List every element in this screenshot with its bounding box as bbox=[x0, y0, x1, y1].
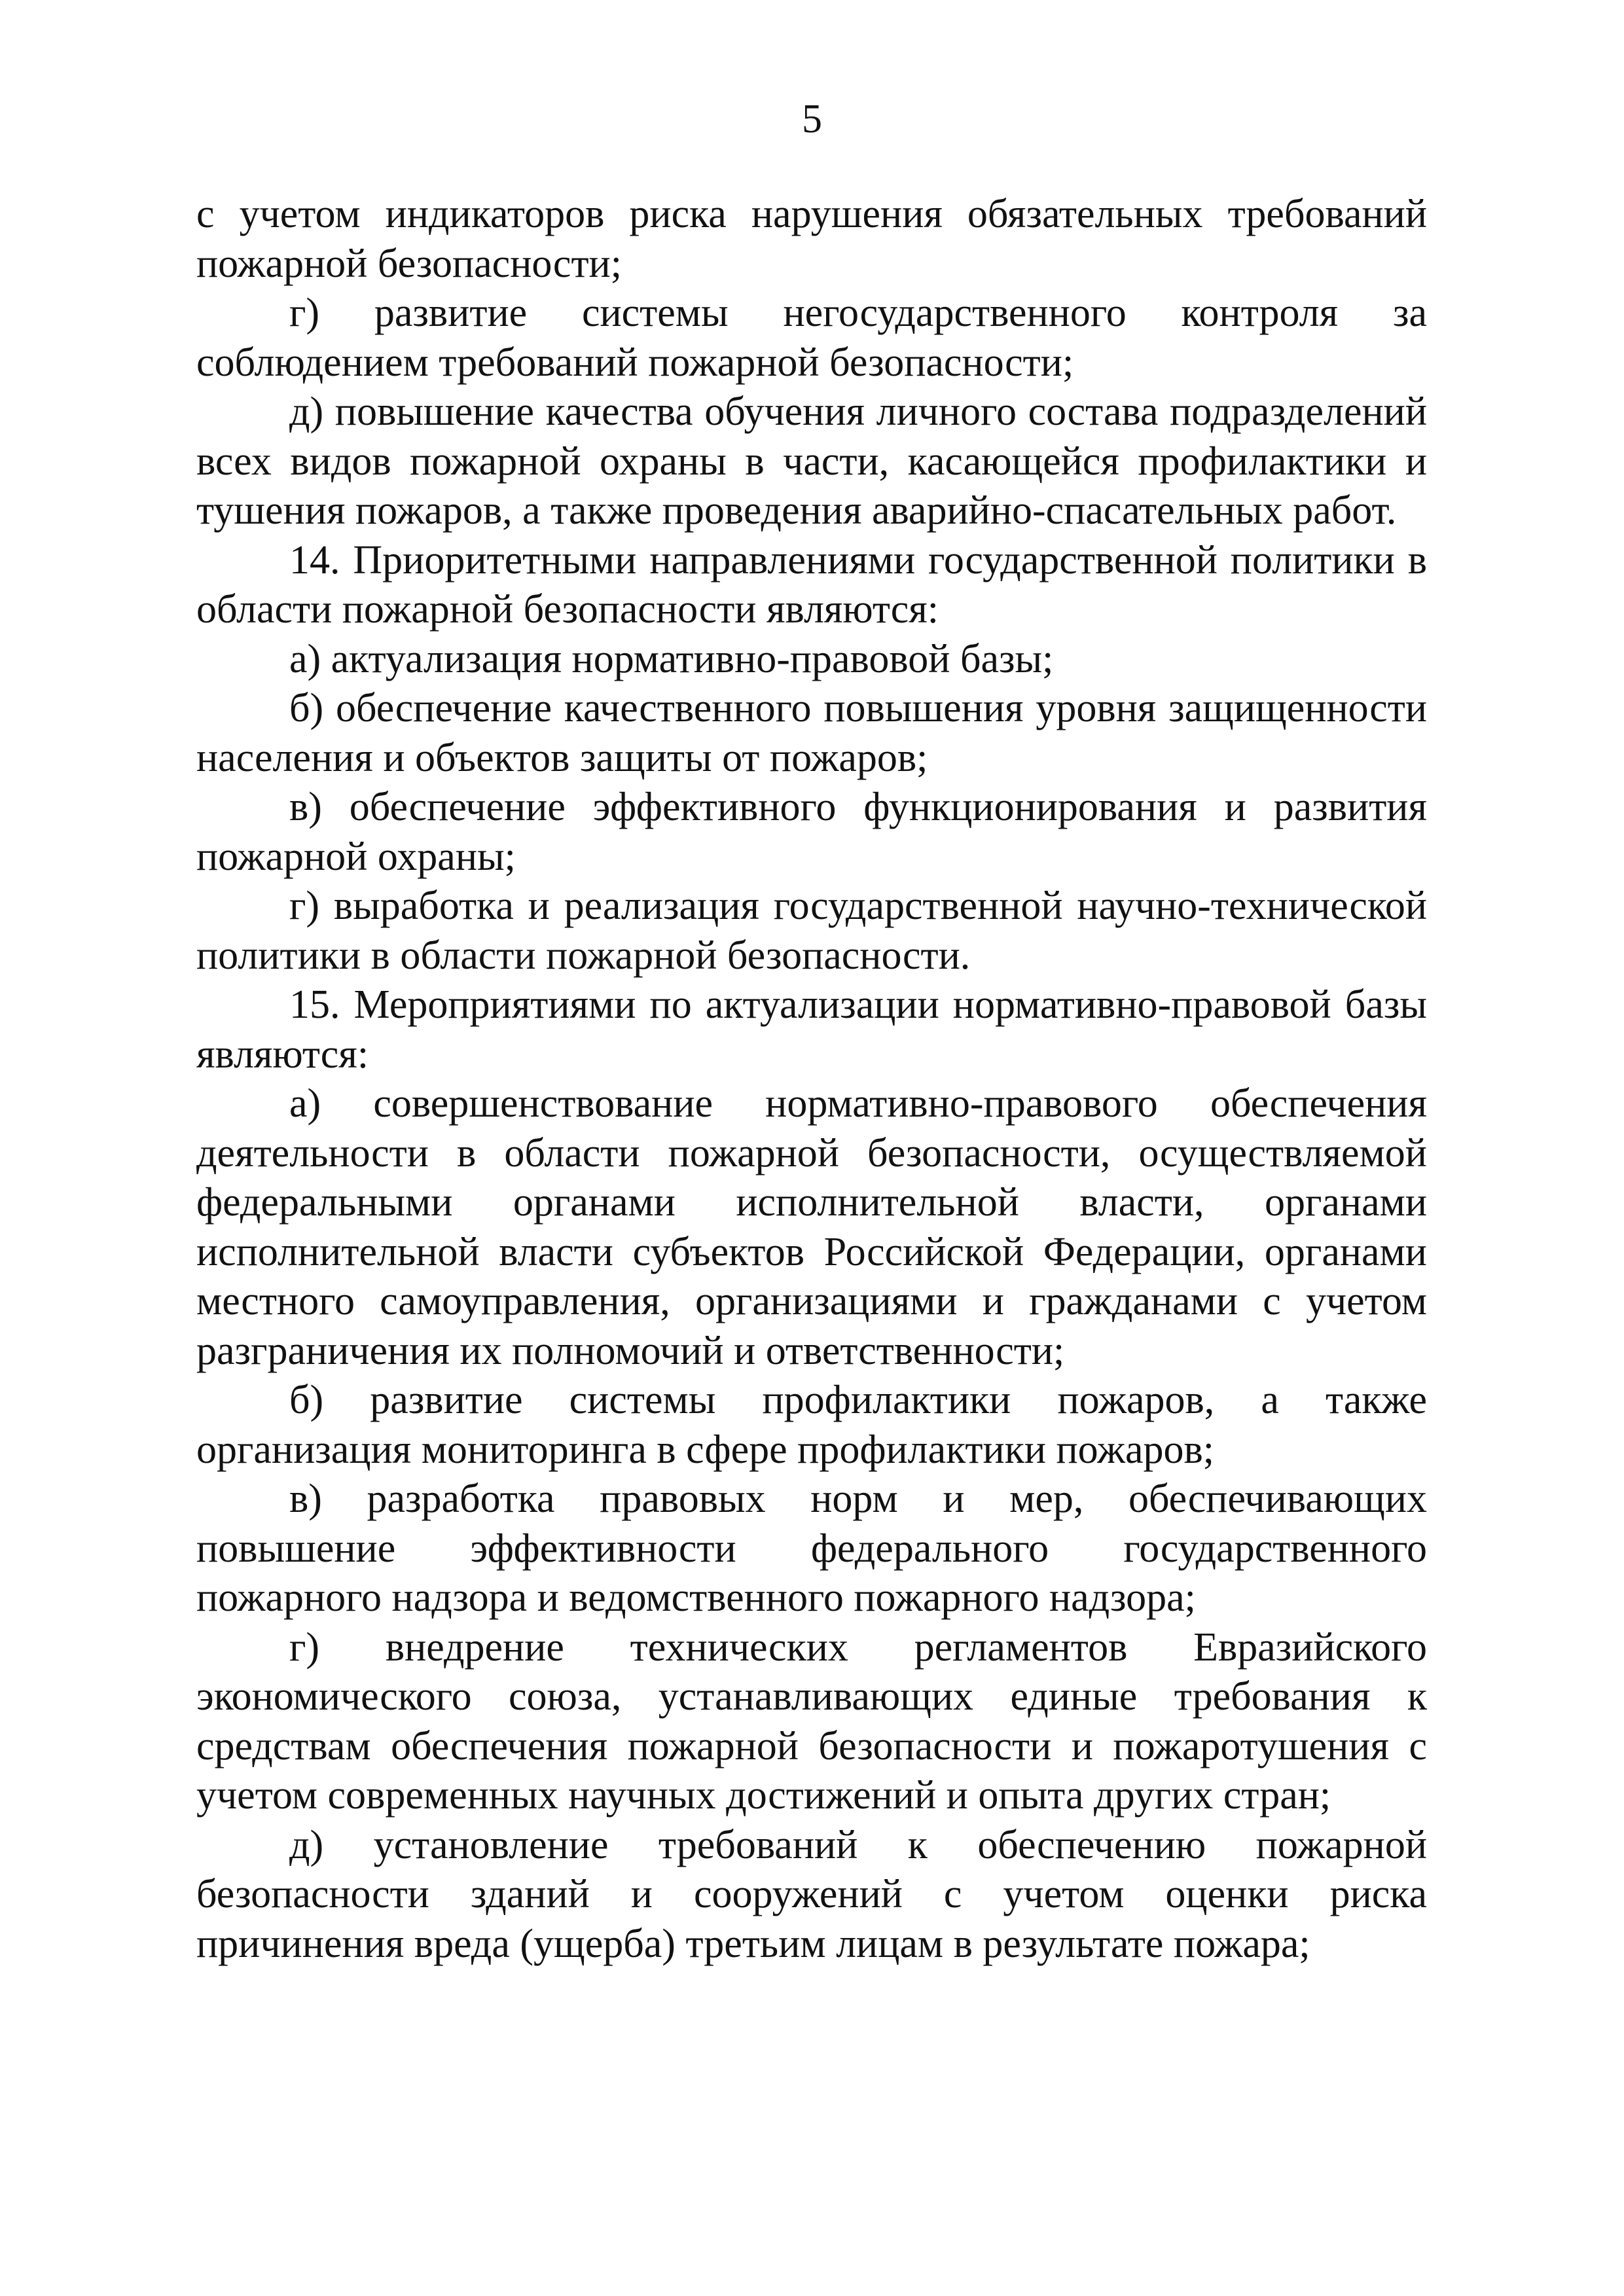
paragraph: 15. Мероприятиями по актуализации нормативно-правовой базы являются: bbox=[196, 982, 1427, 1077]
paragraph: д) повышение качества обучения личного состава подразделений всех видов пожарной охраны в части, касающейся профилактики и тушения пожаров, а также проведения аварийно-спасательных работ. bbox=[196, 389, 1427, 533]
paragraph: а) совершенствование нормативно-правового обеспечения деятельности в области пожарной безопасности, осуществляемой федеральными органами исполнительной власти, органами исполнительной власти субъектов Российской Федерации, органами местного самоуправления, организациями и гражданами с учетом разграничения их полномочий и ответственности; bbox=[196, 1081, 1427, 1373]
paragraph: г) развитие системы негосударственного контроля за соблюдением требований пожарной безопасности; bbox=[196, 291, 1427, 385]
page-number: 5 bbox=[802, 97, 822, 141]
paragraph: с учетом индикаторов риска нарушения обязательных требований пожарной безопасности; bbox=[196, 192, 1427, 286]
paragraph: 14. Приоритетными направлениями государственной политики в области пожарной безопасности являются: bbox=[196, 537, 1427, 632]
paragraph: в) обеспечение эффективного функционирования и развития пожарной охраны; bbox=[196, 785, 1427, 879]
document-body bbox=[196, 190, 1427, 1969]
paragraph: г) выработка и реализация государственной научно-технической политики в области пожарной безопасности. bbox=[196, 884, 1427, 978]
paragraph: в) разработка правовых норм и мер, обеспечивающих повышение эффективности федерального государственного пожарного надзора и ведомственного пожарного надзора; bbox=[196, 1477, 1427, 1620]
paragraph: а) актуализация нормативно-правовой базы; bbox=[289, 636, 1054, 681]
paragraph: б) обеспечение качественного повышения уровня защищенности населения и объектов защиты от пожаров; bbox=[196, 686, 1427, 780]
paragraph: г) внедрение технических регламентов Евразийского экономического союза, устанавливающих единые требования к средствам обеспечения пожарной безопасности и пожаротушения с учетом современных научных достижений и опыта других стран; bbox=[196, 1624, 1427, 1818]
paragraph: д) установление требований к обеспечению пожарной безопасности зданий и сооружений с учетом оценки риска причинения вреда (ущерба) третьим лицам в результате пожара; bbox=[196, 1822, 1427, 1966]
paragraph: б) развитие системы профилактики пожаров, а также организация мониторинга в сфере профилактики пожаров; bbox=[196, 1378, 1427, 1472]
